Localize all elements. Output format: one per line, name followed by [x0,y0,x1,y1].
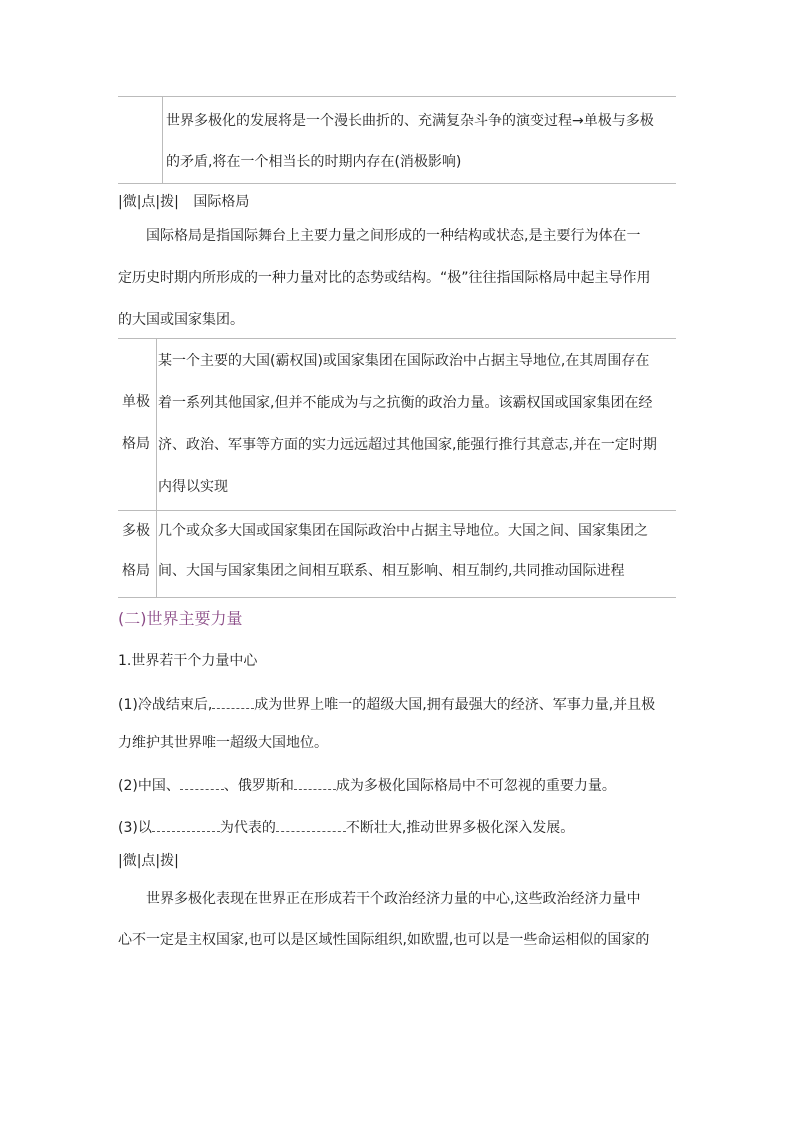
tip-marker: |微|点|拨| [118,194,179,210]
answer-blank[interactable] [294,775,336,790]
question-continuation: 力维护其世界唯一超级大国地位。 [118,735,328,751]
answer-blank[interactable] [276,817,346,832]
pattern-comparison-table [118,338,676,598]
table-divider [156,339,157,597]
subheading: 1.世界若干个力量中心 [118,653,258,669]
section-title: (二)世界主要力量 [118,609,243,628]
answer-blank[interactable] [152,817,220,832]
question-text: 不断壮大,推动世界多极化深入发展。 [345,820,575,836]
row-key: 格局 [122,436,150,452]
tip-title: 国际格局 [193,194,250,210]
paragraph-line: 国际格局是指国际舞台上主要力量之间形成的一种结构或状态,是主要行为体在一 [146,228,641,244]
tip-marker: |微|点|拨| [118,853,179,869]
table-cell-line: 着一系列其他国家,但并不能成为与之抗衡的政治力量。该霸权国或国家集团在经 [158,395,653,411]
fill-in-question [118,694,655,715]
paragraph-line: 世界多极化表现在世界正在形成若干个政治经济力量的中心,这些政治经济力量中 [146,891,641,907]
fill-in-question [118,817,574,838]
table-divider [162,97,163,183]
table-cell-line: 世界多极化的发展将是一个漫长曲折的、充满复杂斗争的演变过程→单极与多极 [166,113,654,129]
question-text: 成为多极化国际格局中不可忽视的重要力量。 [335,778,616,794]
table-cell-line: 某一个主要的大国(霸权国)或国家集团在国际政治中占据主导地位,在其周围存在 [158,353,650,369]
answer-blank[interactable] [212,694,254,709]
table-cell-line: 内得以实现 [158,479,228,495]
question-text: (1)冷战结束后, [118,697,213,713]
tip-heading [118,192,249,212]
multipolar-trend-table [118,96,676,184]
row-key: 多极 [122,523,150,539]
question-text: (3)以 [118,820,152,836]
table-cell-line: 济、政治、军事等方面的实力远远超过其他国家,能强行推行其意志,并在一定时期 [158,437,657,453]
fill-in-question [118,775,616,796]
question-text: (2)中国、 [118,778,180,794]
question-text: 成为世界上唯一的超级大国,拥有最强大的经济、军事力量,并且极 [254,697,656,713]
answer-blank[interactable] [180,775,224,790]
paragraph-line: 定历史时期内所形成的一种力量对比的态势或结构。“极”往往指国际格局中起主导作用 [118,270,651,286]
row-key: 单极 [122,394,150,410]
table-cell-line: 间、大国与国家集团之间相互联系、相互影响、相互制约,共同推动国际进程 [158,563,625,579]
table-cell-line: 几个或众多大国或国家集团在国际政治中占据主导地位。大国之间、国家集团之 [158,523,648,539]
paragraph-line: 心不一定是主权国家,也可以是区域性国际组织,如欧盟,也可以是一些命运相似的国家的 [118,932,650,948]
table-cell-line: 的矛盾,将在一个相当长的时期内存在(消极影响) [166,154,462,170]
question-text: 为代表的 [219,820,276,836]
row-key: 格局 [122,563,150,579]
question-text: 、俄罗斯和 [223,778,294,794]
paragraph-line: 的大国或国家集团。 [118,312,244,328]
table-row-divider [118,510,676,511]
